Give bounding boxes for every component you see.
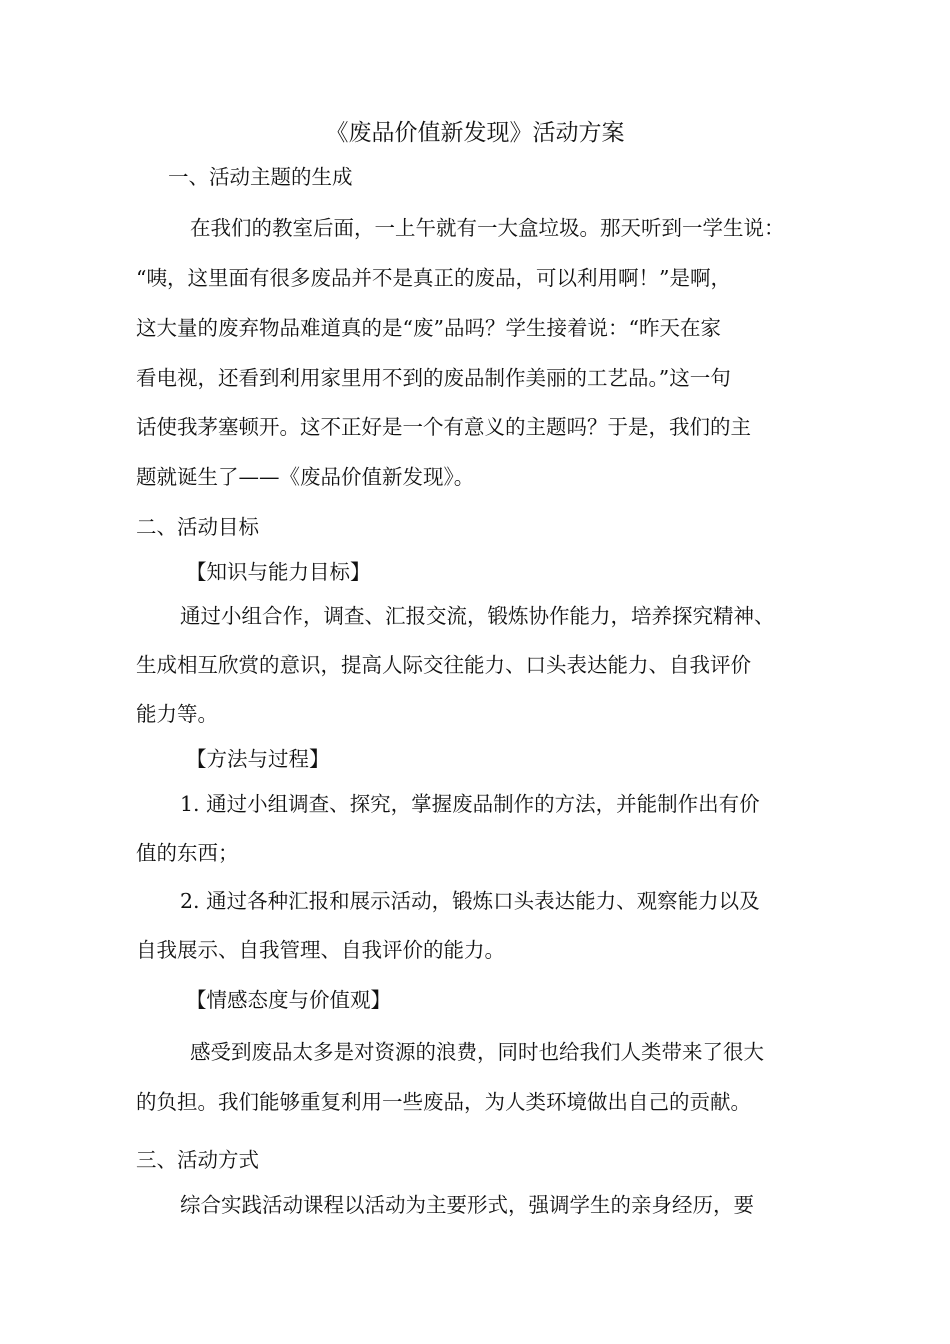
section3-line: 综合实践活动课程以活动为主要形式，强调学生的亲身经历，要 xyxy=(180,1193,754,1217)
section1-line: 话使我茅塞顿开。这不正好是一个有意义的主题吗？于是，我们的主 xyxy=(136,415,751,439)
method-line: 自我展示、自我管理、自我评价的能力。 xyxy=(136,938,505,962)
emotion-line: 的负担。我们能够重复利用一些废品，为人类环境做出自己的贡献。 xyxy=(136,1090,751,1114)
knowledge-heading: 【知识与能力目标】 xyxy=(186,560,371,584)
emotion-heading: 【情感态度与价值观】 xyxy=(186,988,391,1012)
method-line: 2. 通过各种汇报和展示活动，锻炼口头表达能力、观察能力以及 xyxy=(180,889,760,913)
section1-heading: 一、活动主题的生成 xyxy=(168,165,353,189)
section1-line: 看电视，还看到利用家里用不到的废品制作美丽的工艺品。”这一句 xyxy=(136,366,731,390)
knowledge-line: 能力等。 xyxy=(136,702,218,726)
section2-heading: 二、活动目标 xyxy=(136,515,259,539)
section1-line: 题就诞生了——《废品价值新发现》。 xyxy=(136,465,475,489)
section1-line: 这大量的废弃物品难道真的是“废”品吗？学生接着说：“昨天在家 xyxy=(136,316,721,340)
method-line: 1. 通过小组调查、探究，掌握废品制作的方法，并能制作出有价 xyxy=(180,792,760,816)
section1-line: 在我们的教室后面，一上午就有一大盒垃圾。那天听到一学生说： xyxy=(190,216,785,240)
knowledge-line: 生成相互欣赏的意识，提高人际交往能力、口头表达能力、自我评价 xyxy=(136,653,751,677)
method-line: 值的东西； xyxy=(136,841,239,865)
method-heading: 【方法与过程】 xyxy=(186,747,330,771)
section3-heading: 三、活动方式 xyxy=(136,1148,259,1172)
knowledge-line: 通过小组合作，调查、汇报交流，锻炼协作能力，培养探究精神、 xyxy=(180,604,775,628)
emotion-line: 感受到废品太多是对资源的浪费，同时也给我们人类带来了很大 xyxy=(190,1040,764,1064)
section1-line: “咦，这里面有很多废品并不是真正的废品，可以利用啊！”是啊， xyxy=(136,266,731,290)
document-title: 《废品价值新发现》活动方案 xyxy=(325,120,625,146)
